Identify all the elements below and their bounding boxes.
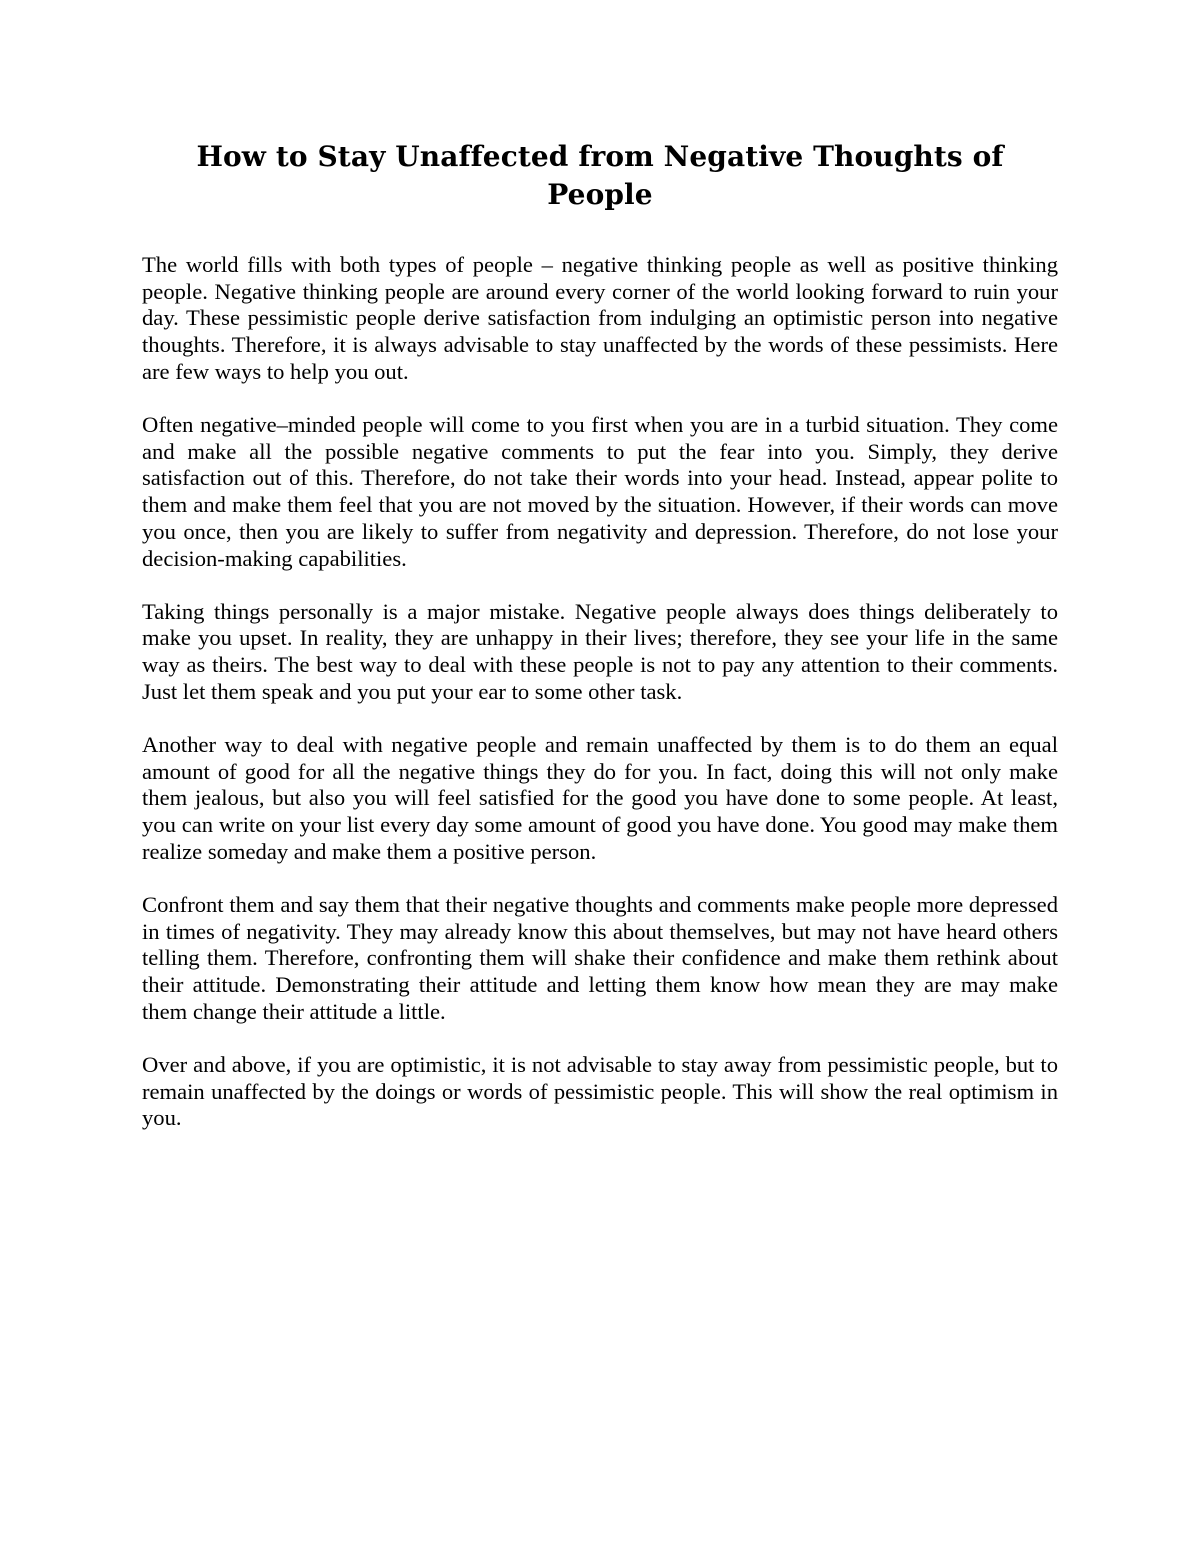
document-title: How to Stay Unaffected from Negative Thoughts of People xyxy=(196,140,1004,211)
paragraph-negative-minded: Often negative–minded people will come to you first when you are in a turbid situation. They come and make all the possible negative comments to put the fear into you. Simply, they derive satisfaction out of this. Therefore, do not take their words into your head. Instead, appear polite to them and make them feel that you are not moved by the situation. However, if their words can move you once, then you are likely to suffer from negativity and depression. Therefore, do not lose your decision-making capabilities. xyxy=(142,412,1058,571)
paragraph-equal-good: Another way to deal with negative people and remain unaffected by them is to do them an equal amount of good for all the negative things they do for you. In fact, doing this will not only make them jealous, but also you will feel satisfied for the good you have done to some people. At least, you can write on your list every day some amount of good you have done. You good may make them realize someday and make them a positive person. xyxy=(142,732,1058,864)
document-body xyxy=(142,138,1058,1159)
paragraph-confront: Confront them and say them that their negative thoughts and comments make people more depressed in times of negativity. They may already know this about themselves, but may not have heard others telling them. Therefore, confronting them will shake their confidence and make them rethink about their attitude. Demonstrating their attitude and letting them know how mean they are may make them change their attitude a little. xyxy=(142,892,1058,1024)
paragraph-taking-personally: Taking things personally is a major mistake. Negative people always does things deliberately to make you upset. In reality, they are unhappy in their lives; therefore, they see your life in the same way as theirs. The best way to deal with these people is not to pay any attention to their comments. Just let them speak and you put your ear to some other task. xyxy=(142,598,1058,704)
paragraph-intro: The world fills with both types of people – negative thinking people as well as positive thinking people. Negative thinking people are around every corner of the world looking forward to ruin your day. These pessimistic people derive satisfaction from indulging an optimistic person into negative thoughts. Therefore, it is always advisable to stay unaffected by the words of these pessimists. Here are few ways to help you out. xyxy=(142,252,1058,384)
paragraph-conclusion: Over and above, if you are optimistic, it is not advisable to stay away from pessimistic people, but to remain unaffected by the doings or words of pessimistic people. This will show the real optimism in you. xyxy=(142,1052,1058,1131)
